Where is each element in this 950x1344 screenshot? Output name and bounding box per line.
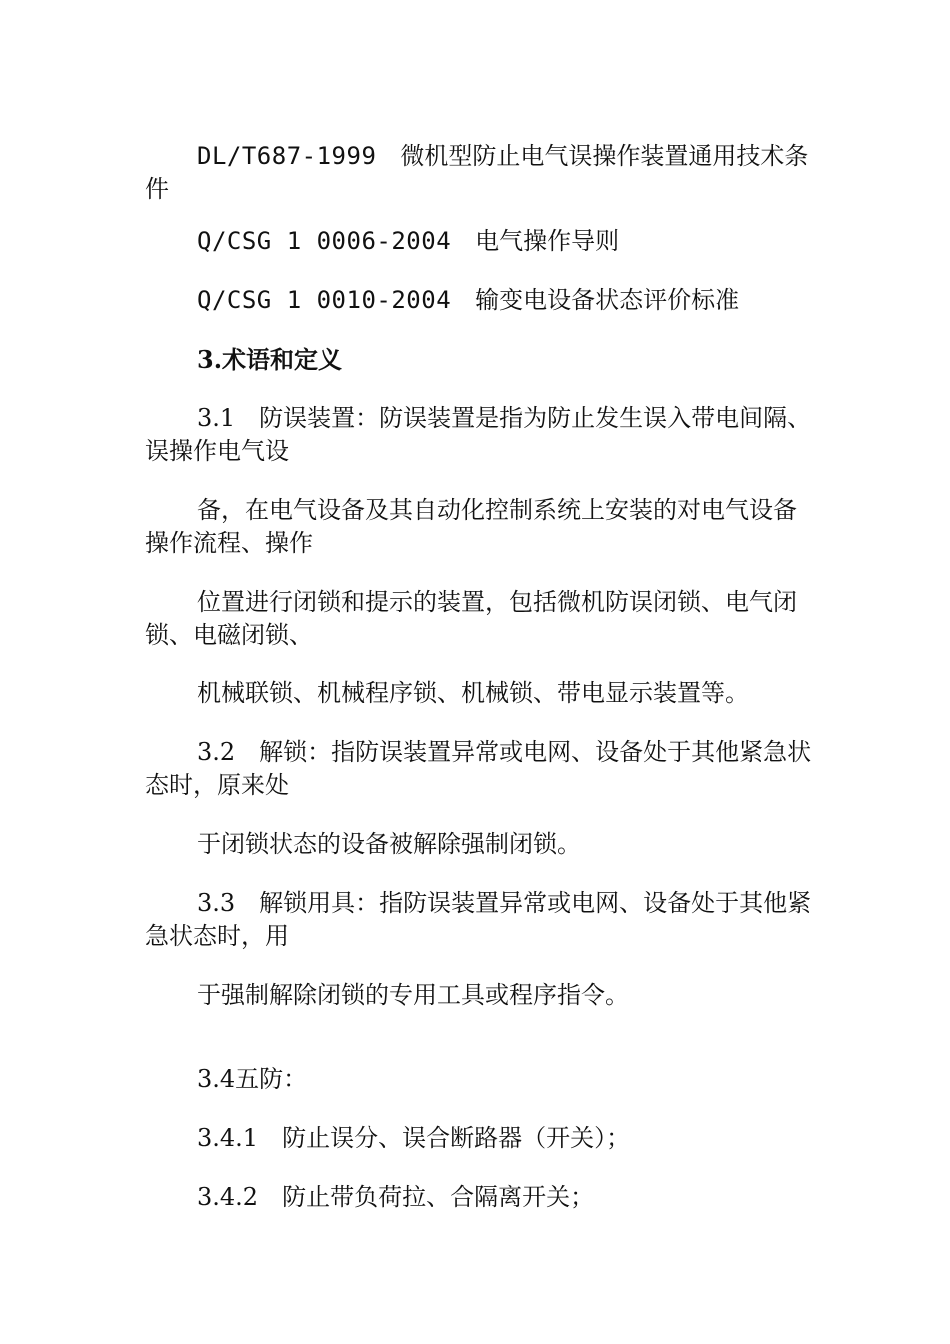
paragraph-continuation: 机械联锁、机械程序锁、机械锁、带电显示装置等。 <box>197 679 749 707</box>
standard-ref-qcsg-0006 <box>145 225 815 258</box>
paragraph-continuation: 备，在电气设备及其自动化控制系统上安装的对电气设备操作流程、操作 <box>145 496 797 557</box>
paragraph-3-1: 3.1 防误装置：防误装置是指为防止发生误入带电间隔、误操作电气设 <box>145 404 812 465</box>
standard-ref-qcsg-0010 <box>145 284 815 317</box>
paragraph-3-4: 3.4五防： <box>197 1065 308 1093</box>
paragraph-continuation: 于闭锁状态的设备被解除强制闭锁。 <box>197 830 581 858</box>
standard-ref-dl-t687 <box>145 140 815 206</box>
standard-code: DL/T687-1999 <box>197 142 377 170</box>
standard-code: Q/CSG 1 0006-2004 <box>197 227 452 255</box>
paragraph-continuation: 于强制解除闭锁的专用工具或程序指令。 <box>197 981 629 1009</box>
standard-title: 输变电设备状态评价标准 <box>475 286 740 314</box>
standard-title: 微机型防止电气误操作装置通用技术条件 <box>145 142 809 203</box>
paragraph-3-4-1: 3.4.1 防止误分、误合断路器（开关）； <box>197 1124 631 1152</box>
paragraph-continuation: 位置进行闭锁和提示的装置，包括微机防误闭锁、电气闭锁、电磁闭锁、 <box>145 588 797 649</box>
paragraph-3-2: 3.2 解锁：指防误装置异常或电网、设备处于其他紧急状态时，原来处 <box>145 738 812 799</box>
paragraph-3-3: 3.3 解锁用具：指防误装置异常或电网、设备处于其他紧急状态时，用 <box>145 889 812 950</box>
standard-code: Q/CSG 1 0010-2004 <box>197 286 452 314</box>
paragraph-3-4-2: 3.4.2 防止带负荷拉、合隔离开关； <box>197 1183 595 1211</box>
section-heading: 3.术语和定义 <box>197 345 343 374</box>
standard-title: 电气操作导则 <box>475 227 620 255</box>
